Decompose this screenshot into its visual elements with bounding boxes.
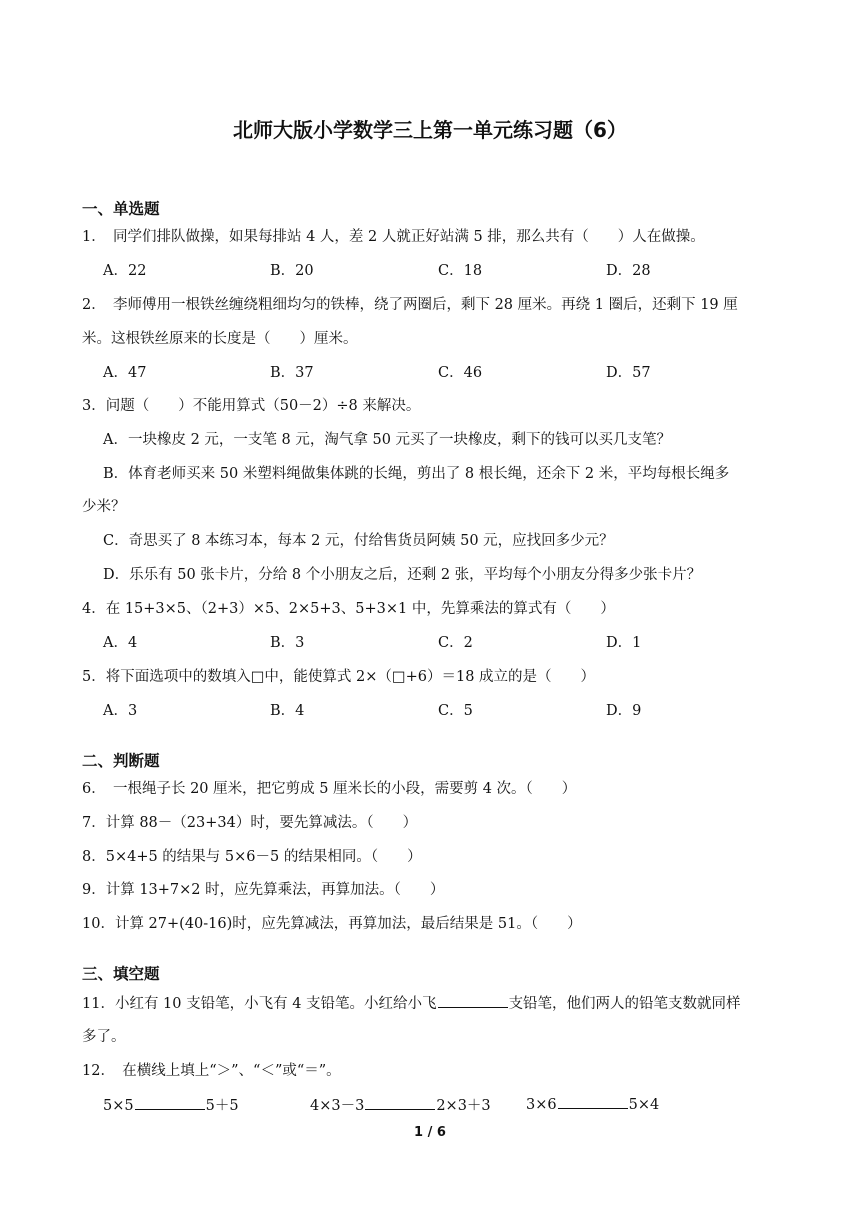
answer-blank[interactable]: [558, 1094, 628, 1109]
question-4-option-c: C．2: [438, 635, 473, 651]
question-4-option-d: D．1: [606, 635, 642, 651]
comparison-3-right: 5×4: [628, 1097, 660, 1113]
question-2-text-line2: 米。这根铁丝原来的长度是（ ）厘米。: [82, 331, 358, 347]
section-heading-single-choice: 一、单选题: [82, 200, 160, 218]
question-7-text: 7．计算 88－（23+34）时，要先算减法。（ ）: [82, 815, 418, 831]
question-1-option-d: D．28: [606, 263, 651, 279]
comparison-2-left: 4×3－3: [310, 1098, 365, 1114]
question-11-text-line2: 多了。: [82, 1029, 126, 1045]
question-1-option-b: B．20: [270, 263, 314, 279]
answer-blank[interactable]: [438, 993, 508, 1008]
question-9-text: 9．计算 13+7×2 时，应先算乘法，再算加法。（ ）: [82, 882, 445, 898]
comparison-1: [103, 1094, 239, 1115]
question-2-text-line1: 2． 李师傅用一根铁丝缠绕粗细均匀的铁棒，绕了两圈后，剩下 28 厘米。再绕 1 圈后，还剩下 19 厘: [82, 297, 738, 313]
question-5-option-c: C．5: [438, 703, 473, 719]
question-4-text: 4．在 15+3×5、（2+3）×5、2×5+3、5+3×1 中，先算乘法的算式有（ ）: [82, 601, 615, 617]
question-3-text: 3．问题（ ）不能用算式（50－2）÷8 来解决。: [82, 398, 421, 414]
question-5-text: 5．将下面选项中的数填入□中，能使算式 2×（□+6）＝18 成立的是（ ）: [82, 669, 596, 685]
page-title: 北师大版小学数学三上第一单元练习题（6）: [233, 118, 627, 142]
question-5-option-b: B．4: [270, 703, 305, 719]
question-3-option-d: D．乐乐有 50 张卡片，分给 8 个小朋友之后，还剩 2 张，平均每个小朋友分得多少张卡片？: [103, 567, 702, 583]
comparison-3-left: 3×6: [526, 1097, 557, 1113]
section-heading-fill-blank: 三、填空题: [82, 965, 160, 983]
question-2-option-c: C．46: [438, 365, 483, 381]
question-1-option-c: C．18: [438, 263, 483, 279]
question-12-text: 12． 在横线上填上“＞”、“＜”或“＝”。: [82, 1063, 341, 1079]
question-5-option-a: A．3: [103, 703, 138, 719]
comparison-2: [310, 1094, 491, 1115]
comparison-3: [526, 1094, 659, 1113]
question-3-option-b-line2: 少米？: [82, 499, 126, 515]
question-11-text-before-blank: 11．小红有 10 支铅笔，小飞有 4 支铅笔。小红给小飞: [82, 996, 437, 1012]
question-10-text: 10．计算 27+(40-16)时，应先算减法，再算加法，最后结果是 51。（ ）: [82, 916, 582, 932]
question-11-text: [82, 992, 741, 1013]
comparison-2-right: 2×3＋3: [436, 1098, 491, 1114]
question-3-option-c: C．奇思买了 8 本练习本，每本 2 元，付给售货员阿姨 50 元，应找回多少元？: [103, 533, 614, 549]
question-4-option-a: A．4: [103, 635, 138, 651]
answer-blank[interactable]: [365, 1095, 435, 1110]
question-1-text: 1． 同学们排队做操，如果每排站 4 人，差 2 人就正好站满 5 排，那么共有（ ）人在做操。: [82, 229, 705, 245]
page-number: 1 / 6: [414, 1125, 446, 1140]
section-heading-true-false: 二、判断题: [82, 752, 160, 770]
answer-blank[interactable]: [135, 1095, 205, 1110]
question-4-option-b: B．3: [270, 635, 305, 651]
question-3-option-b-line1: B．体育老师买来 50 米塑料绳做集体跳的长绳，剪出了 8 根长绳，还余下 2 米，平均每根长绳多: [103, 466, 730, 482]
comparison-1-left: 5×5: [103, 1098, 134, 1114]
question-2-option-b: B．37: [270, 365, 314, 381]
question-6-text: 6． 一根绳子长 20 厘米，把它剪成 5 厘米长的小段，需要剪 4 次。（ ）: [82, 781, 577, 797]
comparison-1-right: 5＋5: [205, 1098, 239, 1114]
question-3-option-a: A．一块橡皮 2 元，一支笔 8 元，淘气拿 50 元买了一块橡皮，剩下的钱可以买几支笔？: [103, 432, 672, 448]
question-11-text-after-blank: 支铅笔，他们两人的铅笔支数就同样: [508, 996, 741, 1012]
question-8-text: 8．5×4+5 的结果与 5×6－5 的结果相同。（ ）: [82, 849, 422, 865]
question-2-option-a: A．47: [103, 365, 147, 381]
question-5-option-d: D．9: [606, 703, 642, 719]
question-1-option-a: A．22: [103, 263, 147, 279]
question-2-option-d: D．57: [606, 365, 651, 381]
